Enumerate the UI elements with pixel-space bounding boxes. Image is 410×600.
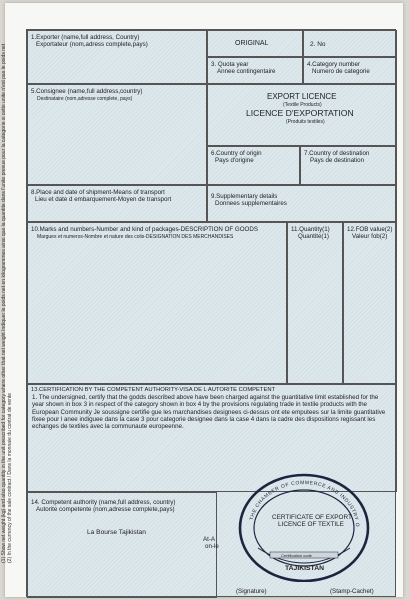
stamp-bottom: TAJIKISTAN: [285, 565, 325, 572]
box-quantity-label-en: 11.Quantity(1): [291, 226, 330, 233]
chamber-stamp: [238, 470, 370, 582]
box-quantity[interactable]: [287, 222, 343, 384]
box-consignee-label-fr: Destinataire (nom,adresse complete, pays): [37, 96, 133, 102]
box-country-origin[interactable]: [207, 146, 300, 185]
original-box: [207, 30, 303, 57]
box-shipment-label-en: 8.Place and date of shipment-Means of transport: [31, 189, 165, 196]
licence-title-box: [207, 84, 397, 146]
box-shipment[interactable]: [27, 185, 207, 222]
box-category[interactable]: [303, 57, 397, 84]
side-footnote: [1, 23, 13, 563]
box-country-origin-label-en: 6.Country of origin: [211, 150, 262, 157]
box-fob-value-label-fr: Valeur fob(2): [352, 233, 388, 240]
box-exporter-label-fr: Exportateur (nom,adress complete,pays): [36, 41, 148, 48]
stamp-ring-text: THE CHAMBER OF COMMERCE AND INDUSTRY O: [248, 479, 361, 528]
licence-title-fr: LICENCE D'EXPORTATION: [246, 108, 354, 118]
box-country-destination-label-en: 7.Country of destination: [304, 150, 370, 157]
box-fob-value-label-en: 12.FOB value(2): [347, 226, 393, 233]
box-authority-label-fr: Autorite competente (nom,adresse complete,pays): [36, 506, 175, 513]
box-quota-year-label-en: 3. Quota year: [211, 61, 249, 68]
stamp-line-1: CERTIFICATE OF EXPORT: [272, 514, 352, 521]
box-supplementary-label-en: 9.Supplementary details: [211, 193, 278, 200]
certification-text: [32, 394, 392, 430]
box-country-destination[interactable]: [300, 146, 397, 185]
box-country-destination-label-fr: Pays de destination: [310, 157, 365, 164]
stamp-bottom-small: Certification code: [281, 553, 312, 558]
certification-text-fr: Je soussigne certifie gue les marchandises designees ci-dessus ont ete emputees sur la limite guantitative fixee pour l anee indiguee dans la case 3 pour categorie designee dans la case 4 dans la cadre des dispositions regissant les echanges de textiles avec la communaute europeenne.: [32, 408, 386, 431]
export-licence-form: [26, 29, 396, 597]
licence-sub-en: (Textile Products): [283, 102, 322, 108]
on-label: on-le: [205, 543, 219, 550]
footnote-2: (2) In the currency of the sale contract / Dans la monnaie du contrat de vente: [7, 392, 13, 563]
stamp-line-2: LICENCE OF TEXTILE: [278, 521, 344, 528]
box-exporter[interactable]: [27, 30, 207, 84]
original-label: ORIGINAL: [235, 40, 269, 47]
signature-caption: (Signature): [236, 588, 267, 595]
authority-value: La Bourse Tajikistan: [87, 529, 146, 536]
box-supplementary[interactable]: [207, 185, 397, 222]
box-authority-label-en: 14. Competent authority (name,full address, country): [31, 499, 176, 506]
box-competent-authority[interactable]: [27, 492, 217, 598]
at-label: At-A: [203, 536, 216, 543]
box-description[interactable]: [27, 222, 287, 384]
stamp-cachet-caption: (Stamp-Cachet): [330, 588, 374, 595]
document-page: [1, 3, 403, 597]
box-consignee[interactable]: [27, 84, 207, 185]
box-exporter-label-en: 1.Exporter (name,full address, Country): [31, 34, 140, 41]
box-category-label-fr: Numero de categorie: [312, 68, 370, 75]
box-fob-value[interactable]: [343, 222, 397, 384]
box-number-label: 2. No: [310, 41, 326, 48]
box-quota-year[interactable]: [207, 57, 303, 84]
box-consignee-label-en: 5.Consignee (name,full address,country): [31, 88, 143, 95]
footnote-1: (1) Show net weight (kg) and also quantity in the unit prescribed for category where other that net weight Indiquer le poids net en kilogrammes ainsi que la quantite dans l'unite prevue pour la categorie si cette unite n'est pas le poids net: [1, 43, 7, 563]
box-country-origin-label-fr: Pays d'origine: [215, 157, 254, 164]
certification-text-en: 1. The undersigned, certify that the godds described above have been charged against the guantitative limit established for the year shown in box 3 in respect of the category shown in box 4 by the provisions regulating trade in textile products with the European Community: [32, 394, 379, 416]
box-certification-label: 13.CERTIFICATION BY THE COMPETENT AUTHORITY-VISA DE L AUTORITE COMPETENT: [31, 387, 276, 393]
licence-title-en: EXPORT LICENCE: [267, 92, 337, 101]
licence-sub-fr: (Produits textiles): [286, 119, 325, 125]
box-description-label-fr: Margues et numeros-Nombre et nature des colis-DESIGNATION DES MERCHANDISES: [37, 234, 234, 240]
box-category-label-en: 4.Category number: [307, 61, 360, 68]
box-quota-year-label-fr: Annee contingentaire: [217, 68, 276, 75]
box-description-label-en: 10.Marks and numbers-Number and kind of packages-DESCRIPTION OF GOODS: [31, 226, 258, 233]
box-shipment-label-fr: Lieu et date d embarquement-Moyen de transport: [35, 196, 172, 203]
box-number[interactable]: [303, 30, 397, 57]
box-supplementary-label-fr: Donnees supplementaires: [215, 200, 287, 207]
box-quantity-label-fr: Quantite(1): [298, 233, 329, 240]
